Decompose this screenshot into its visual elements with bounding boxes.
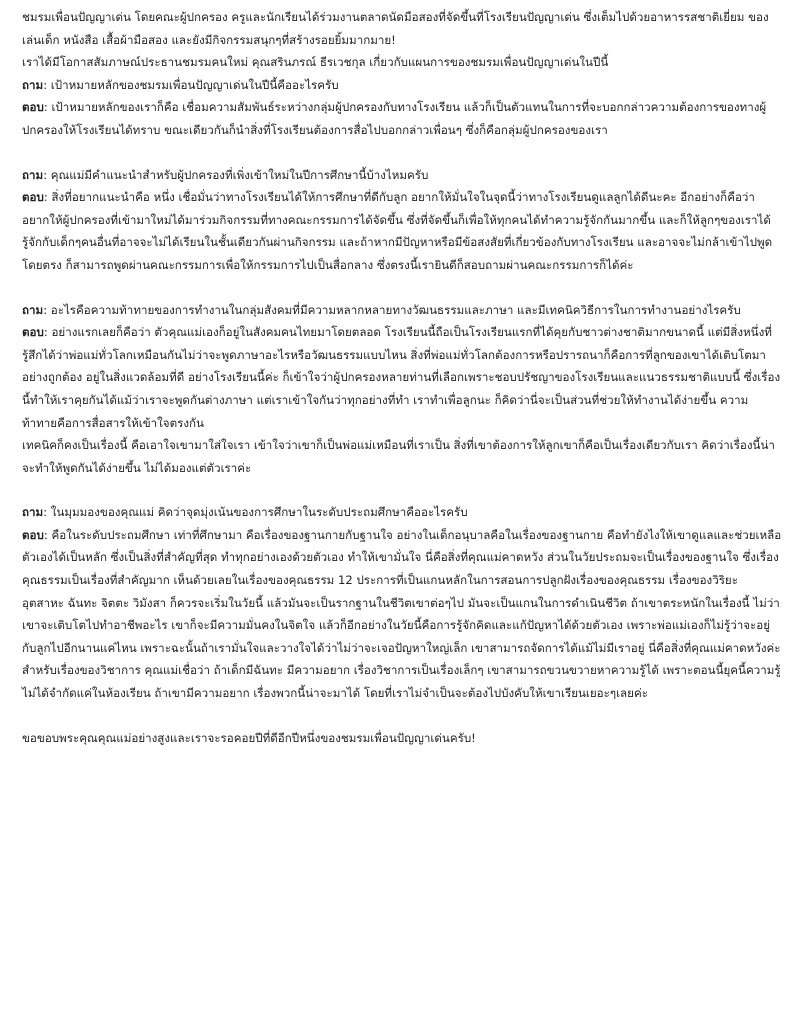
section-gap (22, 479, 782, 501)
question-1 (22, 74, 782, 97)
question-4-text: : ในมุมมองของคุณแม่ คิดว่าจุดมุ่งเน้นของการศึกษาในระดับประถมศึกษาคืออะไรครับ (43, 505, 468, 520)
closing-thanks: ขอขอบพระคุณคุณแม่อย่างสูงและเราจะรอคอยปีที่ดีอีกปีหนึ่งของชมรมเพื่อนปัญญาเด่นครับ! (22, 730, 476, 745)
answer-2 (22, 186, 782, 276)
answer-1 (22, 96, 782, 141)
answer-3-extra: เทคนิคก็คงเป็นเรื่องนี้ คือเอาใจเขามาใส่ใจเรา เข้าใจว่าเขาก็เป็นพ่อแม่เหมือนที่เราเป็น สิ่งที่เขาต้องการให้ลูกเขาก็คือเป็นเรื่องเดียวกับเรา คิดว่าเรื่องนี้น่าจะทำให้พูดกันได้ง่ายขึ้น ไม่ได้มองแต่ตัวเราค่ะ (22, 438, 775, 475)
answer-2-text: : สิ่งที่อยากแนะนำคือ หนึ่ง เชื่อมั่นว่าทางโรงเรียนได้ให้การศึกษาที่ดีกับลูก อยากให้มั่นใจในจุดนี้ว่าทางโรงเรียนดูแลลูกได้ดีนะคะ อีกอย่างก็คือว่า อยากให้ผู้ปกครองที่เข้ามาใหม่ได้มาร่วมกิจกรรมที่ทางคณะกรรมการได้จัดขึ้น ซึ่งที่จัดขึ้นก็เพื่อให้ทุกคนได้ทำความรู้จักกันมากขึ้น และก็ให้ลูกๆของเราได้รู้จักกับเด็กๆคนอื่นที่อาจจะไม่ได้เรียนในชั้นเดียวกันผ่านกิจกรรม และถ้าหากมีปัญหาหรือมีข้อสงสัยที่เกี่ยวข้องกับทางโรงเรียน และอาจจะไม่กล้าเข้าไปพูดโดยตรง ก็สามารถพูดผ่านคณะกรรมการเพื่อให้กรรมการไปเป็นสื่อกลาง ซึ่งตรงนี้เรายินดีก็สอบถามผ่านคณะกรรมการก็ได้ค่ะ (22, 190, 773, 272)
question-label: ถาม (22, 302, 44, 317)
answer-label: ตอบ (22, 325, 44, 340)
section-gap (22, 705, 782, 727)
answer-4-text: : คือในระดับประถมศึกษา เท่าที่ศึกษามา คือเรื่องของฐานกายกับฐานใจ อย่างในเด็กอนุบาลคือในเรื่องของฐานกาย คือทำยังไงให้เขาดูแลและช่วยเหลือตัวเองได้เป็นหลัก ซึ่งเป็นสิ่งที่สำคัญที่สุด ทำทุกอย่างเองด้วยตัวเอง ทำให้เขามั่นใจ นี่คือสิ่งที่คุณแม่คาดหวัง ส่วนในวัยประถมจะเป็นเรื่องของฐานใจ ซึ่งเรื่องคุณธรรมเป็นเรื่องที่สำคัญมาก เห็นด้วยเลยในเรื่องของคุณธรรม 12 ประการที่เป็นแกนหลักในการสอนการปลูกฝังเรื่องของคุณธรรม เรื่องของวิริยะ อุตสาหะ ฉันทะ จิตตะ วิมังสา ก็ควรจะเริ่มในวัยนี้ แล้วมันจะเป็นรากฐานในชีวิตเขาต่อๆไป มันจะเป็นแกนในการดำเนินชีวิต ถ้าเขาตระหนักในเรื่องนี้ ไม่ว่าเขาจะเติบโตไปทำอาชีพอะไร เขาก็จะมีความมั่นคงในจิตใจ แล้วก็อีกอย่างในวัยนี้คือการรู้จักคิดและแก้ปัญหาได้ด้วยตัวเอง เพราะพ่อแม่เองก็ไม่รู้ว่าจะอยู่กับลูกไปอีกนานแค่ไหน เพราะฉะนั้นถ้าเรามั่นใจและวางใจได้ว่าไม่ว่าจะเจอปัญหาใหญ่เล็ก เขาสามารถจัดการได้แม้ไม่มีเราอยู่ นี่คือสิ่งที่คุณแม่คาดหวังค่ะ สำหรับเรื่องของวิชาการ คุณแม่เชื่อว่า ถ้าเด็กมีฉันทะ มีความอยาก เรื่องวิชาการเป็นเรื่องเล็กๆ เขาสามารถขวนขวายหาความรู้ได้ เพราะตอนนี้ยุคนี้ความรู้ไม่ได้จำกัดแค่ในห้องเรียน ถ้าเขามีความอยาก เรื่องพวกนี้น่าจะมาได้ โดยที่เราไม่จำเป็นจะต้องไปบังคับให้เขาเรียนเยอะๆเลยค่ะ (22, 527, 782, 701)
answer-1-text: : เป้าหมายหลักของเราก็คือ เชื่อมความสัมพันธ์ระหว่างกลุ่มผู้ปกครองกับทางโรงเรียน แล้วก็เป็นตัวแทนในการที่จะบอกกล่าวความต้องการของทางผู้ปกครองให้โรงเรียนได้ทราบ ขณะเดียวกันก็นำสิ่งที่โรงเรียนต้องการสื่อไปบอกกล่าวเพื่อนๆ ซึ่งก็คือกลุ่มผู้ปกครองของเรา (22, 100, 767, 137)
question-1-text: : เป้าหมายหลักของชมรมเพื่อนปัญญาเด่นในปีนี้คืออะไรครับ (43, 77, 339, 92)
question-4 (22, 501, 782, 524)
answer-3 (22, 321, 782, 434)
question-2 (22, 164, 782, 187)
answer-label: ตอบ (22, 527, 44, 542)
question-label: ถาม (22, 167, 44, 182)
question-3 (22, 299, 782, 322)
question-3-text: : อะไรคือความท้าทายของการทำงานในกลุ่มสังคมที่มีความหลากหลายทางวัฒนธรรมและภาษา และมีเทคนิควิธีการในการทำงานอย่างไรครับ (43, 302, 741, 317)
question-label: ถาม (22, 505, 44, 520)
intro-paragraph: ชมรมเพื่อนปัญญาเด่น โดยคณะผู้ปกครอง ครูและนักเรียนได้ร่วมงานตลาดนัดมือสองที่จัดขึ้นที่โรงเรียนปัญญาเด่น ซึ่งเต็มไปด้วยอาหารรสชาติเยี่ยม ของเล่นเด็ก หนังสือ เสื้อผ้ามือสอง และยังมีกิจกรรมสนุกๆที่สร้างรอยยิ้มมากมาย! (22, 10, 769, 47)
section-gap (22, 142, 782, 164)
intro-interview-note: เราได้มีโอกาสสัมภาษณ์ประธานชมรมคนใหม่ คุณสรินภรณ์ ธีรเวชกุล เกี่ยวกับแผนการของชมรมเพื่อนปัญญาเด่นในปีนี้ (22, 55, 609, 70)
section-gap (22, 277, 782, 299)
answer-label: ตอบ (22, 190, 44, 205)
answer-4 (22, 524, 782, 705)
answer-3-text: : อย่างแรกเลยก็คือว่า ตัวคุณแม่เองก็อยู่ในสังคมคนไทยมาโดยตลอด โรงเรียนนี้ถือเป็นโรงเรียนแรกที่ได้คุยกับชาวต่างชาติมากขนาดนี้ แต่มีสิ่งหนึ่งที่รู้สึกได้ว่าพ่อแม่ทั่วโลกเหมือนกันไม่ว่าจะพูดภาษาอะไรหรือวัฒนธรรมแบบไหน สิ่งที่พ่อแม่ทั่วโลกต้องการหรือปรารถนาก็คือการที่ลูกของเขาได้เติบโตมาอย่างถูกต้อง อยู่ในสิ่งแวดล้อมที่ดี อย่างโรงเรียนนี้ค่ะ ก็เข้าใจว่าผู้ปกครองหลายท่านที่เลือกเพราะชอบปรัชญาของโรงเรียนและแนวธรรมชาติแบบนี้ ซึ่งเรื่องนี้ทำให้เราคุยกันได้แม้ว่าเราจะพูดกันต่างภาษา แต่เราเข้าใจกันว่าทุกอย่างที่ทำ เราทำเพื่อลูกนะ ก็คิดว่านี่จะเป็นส่วนที่ช่วยให้ทำงานได้ง่ายขึ้น ความท้าทายคือการสื่อสารให้เข้าใจตรงกัน (22, 325, 781, 430)
question-2-text: : คุณแม่มีคำแนะนำสำหรับผู้ปกครองที่เพิ่งเข้าใหม่ในปีการศึกษานี้บ้างไหมครับ (43, 167, 429, 182)
answer-label: ตอบ (22, 100, 44, 115)
question-label: ถาม (22, 77, 44, 92)
